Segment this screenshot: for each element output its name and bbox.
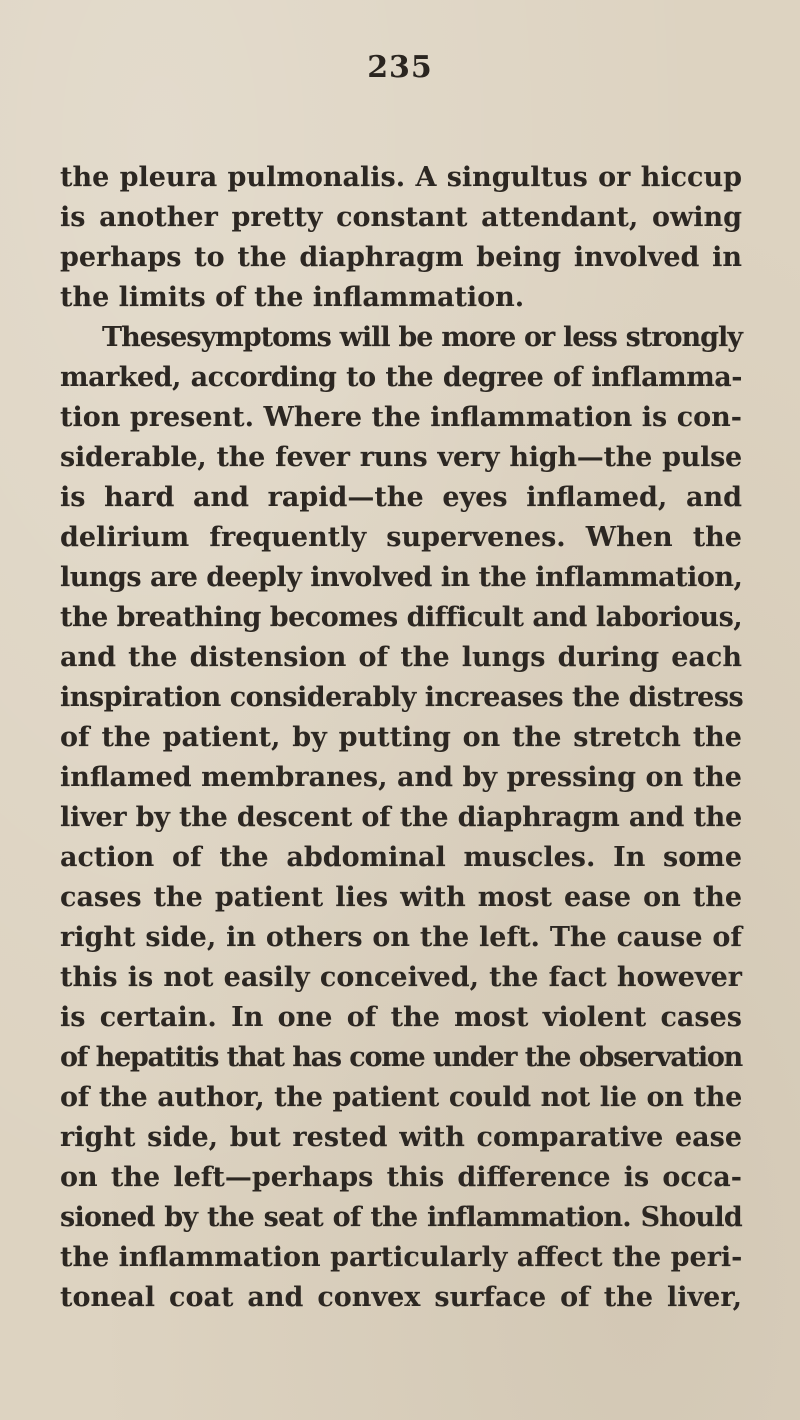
text-line: perhaps to the diaphragm being involved in xyxy=(60,242,742,273)
text-line: is hard and rapid—the eyes inflamed, and xyxy=(60,482,742,513)
text-line: Thesesymptoms will be more or less strongly xyxy=(102,322,742,353)
text-line: this is not easily conceived, the fact however xyxy=(60,962,742,993)
text-line: the inflammation particularly affect the peri- xyxy=(60,1242,743,1273)
text-line: marked, according to the degree of inflamma- xyxy=(60,362,742,393)
text-line: of the patient, by putting on the stretch the xyxy=(60,722,742,753)
text-line: siderable, the fever runs very high—the pulse xyxy=(60,442,742,473)
text-line: inflamed membranes, and by pressing on the xyxy=(60,762,742,793)
text-line: liver by the descent of the diaphragm and the xyxy=(60,802,742,833)
text-line: right side, but rested with comparative ease xyxy=(60,1122,742,1153)
text-line: inspiration considerably increases the distress xyxy=(60,682,744,713)
text-line: is another pretty constant attendant, owing xyxy=(60,202,742,233)
body-text xyxy=(60,158,742,1318)
text-line: the pleura pulmonalis. A singultus or hiccup xyxy=(60,162,742,193)
text-line: of hepatitis that has come under the observation xyxy=(60,1042,742,1073)
text-line: the breathing becomes difficult and laborious, xyxy=(60,602,743,633)
text-line: toneal coat and convex surface of the liver, xyxy=(60,1282,742,1313)
text-line: cases the patient lies with most ease on the xyxy=(60,882,742,913)
text-line: lungs are deeply involved in the inflammation, xyxy=(60,562,743,593)
text-line: action of the abdominal muscles. In some xyxy=(60,842,742,873)
text-line: is certain. In one of the most violent cases xyxy=(60,1002,742,1033)
text-line: delirium frequently supervenes. When the xyxy=(60,522,742,553)
text-line: on the left—perhaps this difference is occa- xyxy=(60,1162,742,1193)
text-line: tion present. Where the inflammation is con- xyxy=(60,402,742,433)
page-number: 235 xyxy=(367,50,433,85)
text-line: the limits of the inflammation. xyxy=(60,282,525,313)
text-line: of the author, the patient could not lie on the xyxy=(60,1082,742,1113)
text-line: right side, in others on the left. The cause of xyxy=(60,922,742,953)
text-line: and the distension of the lungs during each xyxy=(60,642,742,673)
text-line: sioned by the seat of the inflammation. Should xyxy=(60,1202,742,1233)
